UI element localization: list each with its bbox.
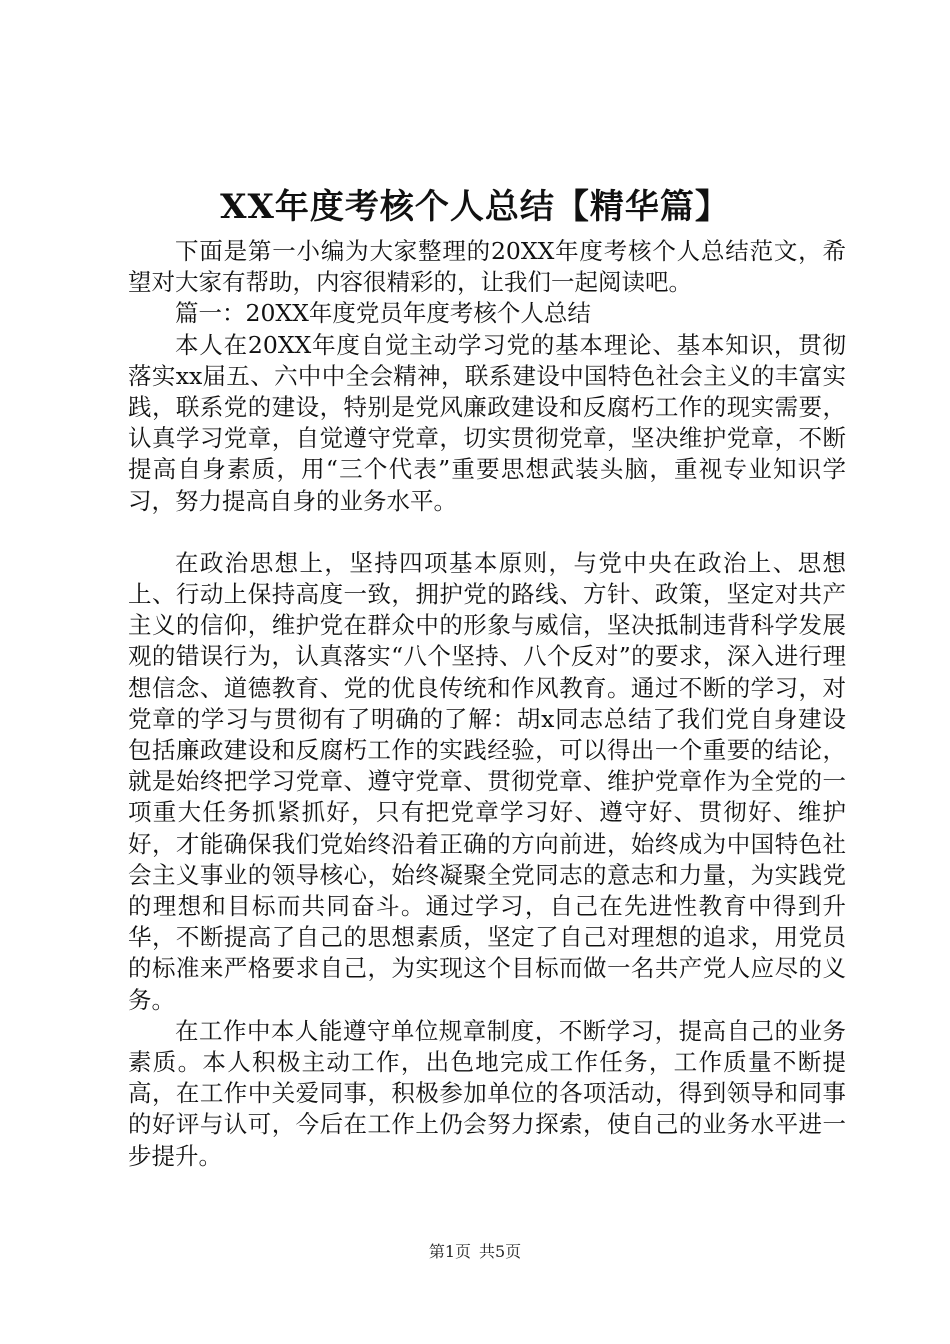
body-paragraph: 在政治思想上，坚持四项基本原则，与党中央在政治上、思想上、行动上保持高度一致，拥护党的路线、方针、政策，坚定对共产主义的信仰，维护党在群众中的形象与威信，坚决抵制违背科学发展观的错误行为，认真落实“八个坚持、八个反对”的要求，深入进行理想信念、道德教育、党的优良传统和作风教育。通过不断的学习，对党章的学习与贯彻有了明确的了解：胡x同志总结了我们党自身建设包括廉政建设和反腐朽工作的实践经验，可以得出一个重要的结论，就是始终把学习党章、遵守党章、贯彻党章、维护党章作为全党的一项重大任务抓紧抓好，只有把党章学习好、遵守好、贯彻好、维护好，才能确保我们党始终沿着正确的方向前进，始终成为中国特色社会主义事业的领导核心，始终凝聚全党同志的意志和力量，为实践党的理想和目标而共同奋斗。通过学习，自己在先进性教育中得到升华，不断提高了自己的思想素质，坚定了自己对理想的追求，用党员的标准来严格要求自己，为实现这个目标而做一名共产党人应尽的义务。	[128, 548, 846, 1014]
document-title: XX年度考核个人总结【精华篇】	[220, 187, 730, 227]
page-total: 共5页	[479, 1242, 522, 1261]
document-body	[128, 236, 846, 1172]
section-heading: 篇一：20XX年度党员年度考核个人总结	[175, 299, 591, 328]
intro-paragraph: 下面是第一小编为大家整理的20XX年度考核个人总结范文，希望对大家有帮助，内容很精彩的，让我们一起阅读吧。	[128, 237, 846, 297]
page-footer	[0, 1241, 950, 1263]
page-number: 第1页	[428, 1242, 471, 1261]
body-paragraph: 本人在20XX年度自觉主动学习党的基本理论、基本知识，贯彻落实xx届五、六中中全会精神，联系建设中国特色社会主义的丰富实践，联系党的建设，特别是党风廉政建设和反腐朽工作的现实需要，认真学习党章，自觉遵守党章，切实贯彻党章，坚决维护党章，不断提高自身素质，用“三个代表”重要思想武装头脑，重视专业知识学习，努力提高自身的业务水平。	[128, 330, 846, 515]
body-paragraph: 在工作中本人能遵守单位规章制度，不断学习，提高自己的业务素质。本人积极主动工作，出色地完成工作任务，工作质量不断提高，在工作中关爱同事，积极参加单位的各项活动，得到领导和同事的好评与认可，今后在工作上仍会努力探索，使自己的业务水平进一步提升。	[128, 1016, 846, 1170]
